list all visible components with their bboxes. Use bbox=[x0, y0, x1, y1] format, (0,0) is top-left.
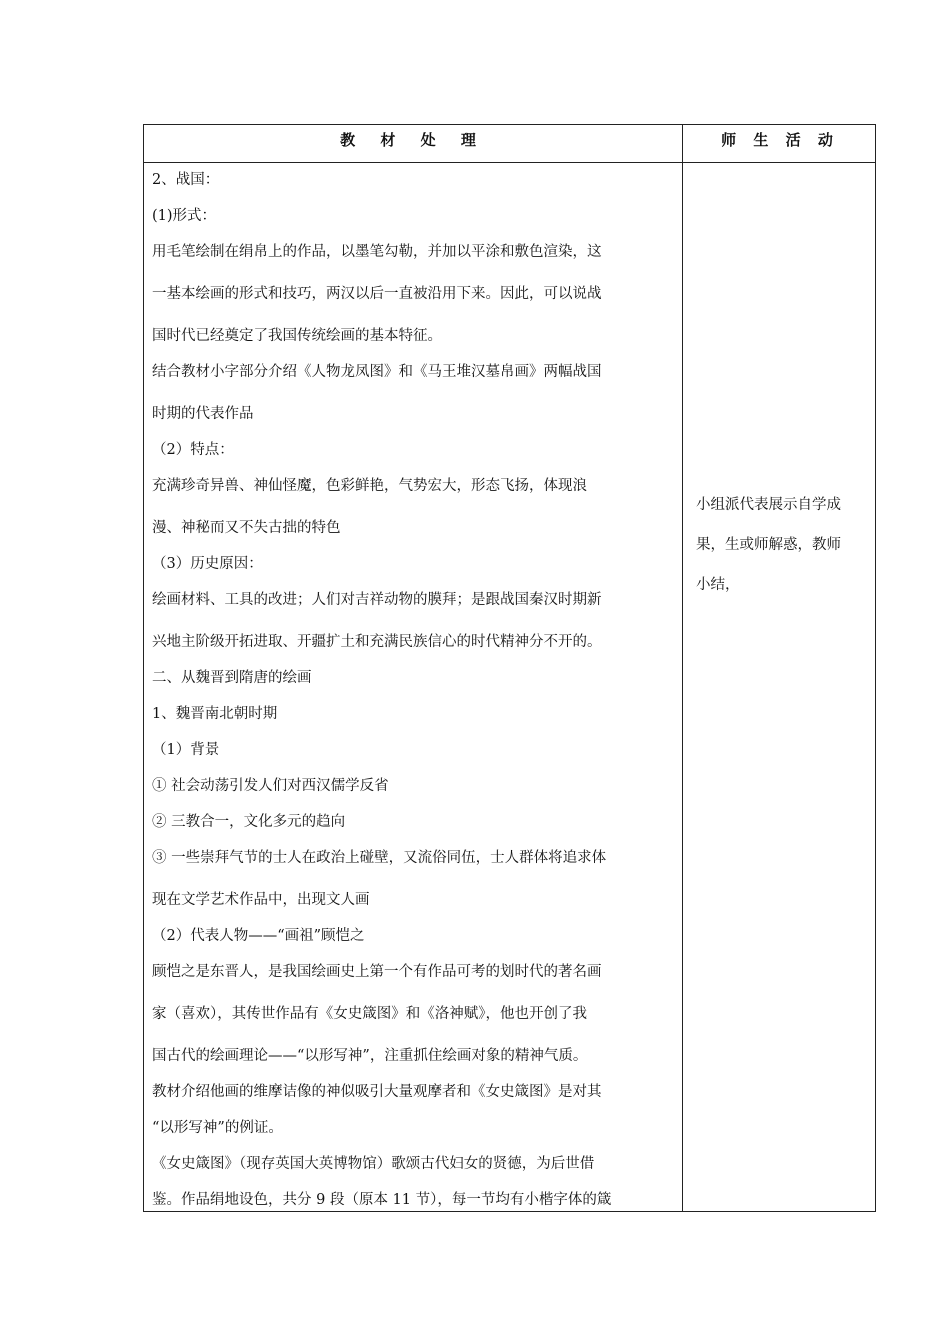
activity-line: 果，生或师解惑，教师 bbox=[696, 537, 841, 553]
header-teacher-student-activity: 师 生 活 动 bbox=[721, 131, 839, 149]
column-divider bbox=[682, 125, 683, 1211]
content-line: ② 三教合一，文化多元的趋向 bbox=[152, 814, 346, 830]
activity-line: 小结， bbox=[696, 577, 740, 593]
content-line: （2）代表人物——“画祖”顾恺之 bbox=[152, 928, 365, 944]
header-textbook-processing: 教 材 处 理 bbox=[340, 131, 486, 149]
content-line: 教材介绍他画的维摩诘像的神似吸引大量观摩者和《女史箴图》是对其 bbox=[152, 1084, 602, 1100]
content-line: （2）特点： bbox=[152, 442, 234, 458]
activity-line: 小组派代表展示自学成 bbox=[696, 497, 841, 513]
content-line: 漫、神秘而又不失古拙的特色 bbox=[152, 520, 341, 536]
content-line: ① 社会动荡引发人们对西汉儒学反省 bbox=[152, 778, 389, 794]
content-line: 家（喜欢），其传世作品有《女史箴图》和《洛神赋》，他也开创了我 bbox=[152, 1006, 587, 1022]
content-line: 用毛笔绘制在绢帛上的作品，以墨笔勾勒，并加以平涂和敷色渲染，这 bbox=[152, 244, 602, 260]
content-line: 一基本绘画的形式和技巧，两汉以后一直被沿用下来。因此，可以说战 bbox=[152, 286, 602, 302]
content-line: 2、战国： bbox=[152, 172, 220, 188]
content-line: 1、魏晋南北朝时期 bbox=[152, 706, 278, 722]
content-line: 国时代已经奠定了我国传统绘画的基本特征。 bbox=[152, 328, 442, 344]
content-line: (1)形式： bbox=[152, 208, 217, 224]
content-line: 绘画材料、工具的改进；人们对吉祥动物的膜拜；是跟战国秦汉时期新 bbox=[152, 592, 602, 608]
content-line: ③ 一些崇拜气节的士人在政治上碰壁，又流俗同伍，士人群体将追求体 bbox=[152, 850, 607, 866]
content-line: 鉴。作品绢地设色，共分 9 段（原本 11 节），每一节均有小楷字体的箴 bbox=[152, 1192, 612, 1208]
content-line: （3）历史原因： bbox=[152, 556, 263, 572]
content-line: 二、从魏晋到隋唐的绘画 bbox=[152, 670, 312, 686]
content-line: 兴地主阶级开拓进取、开疆扩土和充满民族信心的时代精神分不开的。 bbox=[152, 634, 602, 650]
content-line: 《女史箴图》（现存英国大英博物馆）歌颂古代妇女的贤德，为后世借 bbox=[152, 1156, 595, 1172]
content-line: 充满珍奇异兽、神仙怪魔，色彩鲜艳，气势宏大，形态飞扬，体现浪 bbox=[152, 478, 587, 494]
content-line: 国古代的绘画理论——“以形写神”，注重抓住绘画对象的精神气质。 bbox=[152, 1048, 588, 1064]
textbook-content-cell bbox=[152, 163, 680, 1211]
content-line: 顾恺之是东晋人，是我国绘画史上第一个有作品可考的划时代的著名画 bbox=[152, 964, 602, 980]
table-header-row bbox=[144, 125, 875, 163]
content-line: 结合教材小字部分介绍《人物龙凤图》和《马王堆汉墓帛画》两幅战国 bbox=[152, 364, 602, 380]
content-line: 时期的代表作品 bbox=[152, 406, 254, 422]
content-line: （1）背景 bbox=[152, 742, 220, 758]
content-line: 现在文学艺术作品中，出现文人画 bbox=[152, 892, 370, 908]
content-line: “以形写神”的例证。 bbox=[152, 1120, 283, 1136]
lesson-table bbox=[143, 124, 876, 1212]
